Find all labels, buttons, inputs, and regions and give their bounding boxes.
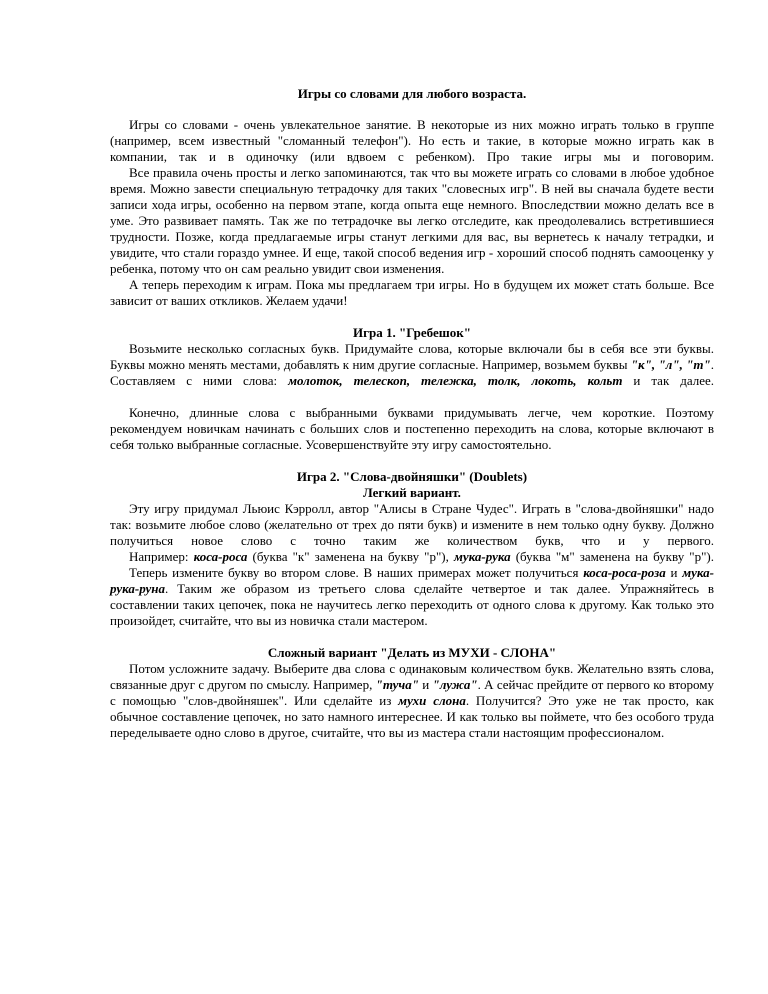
game1-paragraph-1 (110, 341, 714, 389)
intro-paragraph-3: А теперь переходим к играм. Пока мы предлагаем три игры. Но в будущем их может стать больше. Все зависит от ваших откликов. Желаем удачи! (110, 277, 714, 308)
game2-p2-b: (буква "к" заменена на букву "р"), (247, 549, 454, 564)
hard-word-2: "лужа" (432, 677, 478, 692)
game2-title: Игра 2. "Слова-двойняшки" (Doublets) (296, 469, 528, 484)
hard-word-3: мухи слона (398, 693, 466, 708)
hard-p1-c: . А сейчас прейдите от первого ко второму с помощью "слов-двойняшек". Или сделайте из (110, 677, 714, 708)
game1-p1-mid: . Составляем с ними слова: (110, 357, 714, 388)
intro-paragraph-2: Все правила очень просты и легко запоминаются, так что вы можете играть со словами в любое удобное время. Можно завести специальную тетрадочку для таких "словесных игр". В ней вы сначала будете вести записи хода игры, особенно на первом этапе, когда опыта еще немного. Впоследствии можно делать все в уме. Это развивает память. Так же по тетрадочке вы легко отследите, как преодолевались встретившиеся трудности. Позже, когда предлагаемые игры станут легкими для вас, вы вернетесь к началу тетрадки, и увидите, что стали гораздо умнее. И еще, такой способ ведения игр - хороший способ поднять самооценку у ребенка, потому что он сам реально увидит свои изменения. (110, 165, 714, 276)
game1-paragraph-2: Конечно, длинные слова с выбранными буквами придумывать легче, чем короткие. Поэтому рекомендуем новичкам начинать с больших слов и постепенно переходить на слова, которые включают в себя только выбранные согласные. Усовершенствуйте эту игру самостоятельно. (110, 405, 714, 452)
game1-words: молоток, телескоп, тележка, толк, локоть, кольт (288, 373, 623, 388)
hard-word-1: "туча" (375, 677, 419, 692)
game2-p2-a: Например: (129, 549, 194, 564)
hard-p1-d: . Получится? Это уже не так просто, как обычное составление цепочек, но зато намного интереснее. И как только вы поймете, что без особого труда переделываете одно слово в другое, считайте, что вы из мастера стали настоящим профессионалом. (110, 693, 714, 740)
game1-letters: "к", "л", "т" (630, 357, 711, 372)
hard-p1-a: Потом усложните задачу. Выберите два слова с одинаковым количеством букв. Желательно взять слова, связанные друг с другом по смыслу. Например, (110, 661, 714, 692)
game2-paragraph-2 (110, 549, 714, 565)
game2-subtitle: Легкий вариант. (363, 485, 461, 500)
hard-variant-title: Сложный вариант "Делать из МУХИ - СЛОНА" (267, 645, 557, 660)
document-title: Игры со словами для любого возраста. (297, 86, 527, 101)
game2-p3-c: . Таким же образом из третьего слова сделайте четвертое и так далее. Упражняйтесь в составлении таких цепочек, пока не научитесь легко переходить от одного слова к другому. Как только это произойдет, считайте, что вы из новичка стали мастером. (110, 581, 714, 628)
game2-p3-a: Теперь измените букву во втором слове. В наших примерах может получиться (129, 565, 584, 580)
game1-p1-end: и так далее. (622, 373, 714, 388)
game2-paragraph-1: Эту игру придумал Льюис Кэрролл, автор "Алисы в Стране Чудес". Играть в "слова-двойняшки" надо так: возьмите любое слово (желательно от трех до пяти букв) и измените в нем только одну букву. Должно получиться новое слово с точно таким же количеством букв, что и у первого. (110, 501, 714, 548)
game2-chain-1: коса-роса-роза (583, 565, 666, 580)
game2-p2-c: (буква "м" заменена на букву "р"). (510, 549, 714, 564)
intro-paragraph-1: Игры со словами - очень увлекательное занятие. В некоторые из них можно играть только в группе (например, всем известный "сломанный телефон"). Но есть и такие, в которые можно играть как в компании, так и в одиночку (или вдвоем с ребенком). Про такие игры мы и поговорим. (110, 117, 714, 164)
game2-paragraph-3 (110, 565, 714, 629)
game2-p3-b: и (665, 565, 683, 580)
game2-example-2: мука-рука (453, 549, 511, 564)
document-page (110, 0, 714, 741)
hard-variant-paragraph (110, 661, 714, 741)
game1-p1-text: Возьмите несколько согласных букв. Придумайте слова, которые включали бы в себя все эти буквы. Буквы можно менять местами, добавлять к ним другие согласные. Например, возьмем буквы (110, 341, 714, 372)
hard-p1-b: и (418, 677, 433, 692)
game2-example-1: коса-роса (193, 549, 248, 564)
game2-chain-2: мука-рука-руна (110, 565, 714, 596)
game1-title: Игра 1. "Гребешок" (353, 325, 471, 340)
